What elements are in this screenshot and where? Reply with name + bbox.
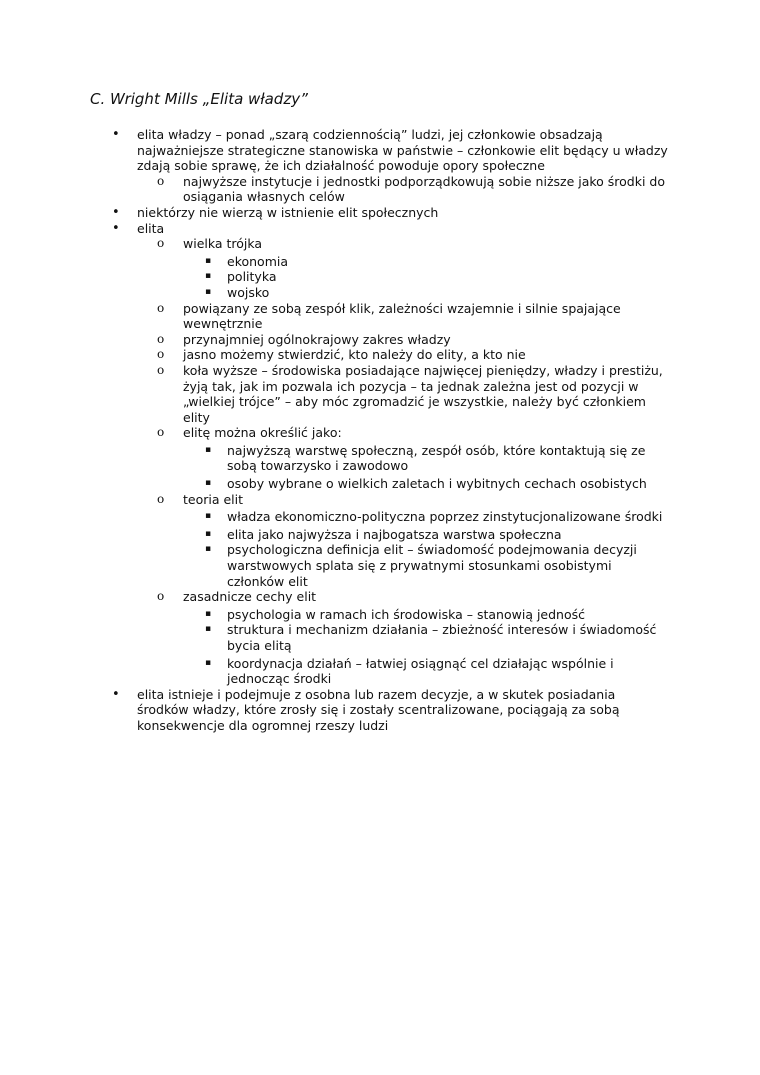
- disc-bullet-icon: •: [112, 220, 120, 236]
- square-bullet-icon: ▪: [205, 255, 212, 266]
- list-item-text: elita jako najwyższa i najbogatsza warstwa społeczna: [227, 526, 562, 542]
- circle-bullet-icon: o: [157, 173, 165, 188]
- square-bullet-icon: ▪: [205, 544, 212, 555]
- circle-bullet-icon: o: [157, 236, 165, 251]
- list-item-text: teoria elit: [183, 491, 244, 507]
- list-item: [157, 425, 670, 491]
- list-item: [203, 476, 670, 492]
- list-item: [157, 332, 670, 348]
- list-item: [203, 254, 670, 270]
- list-item-text: wielka trójka: [183, 236, 263, 252]
- square-bullet-icon: ▪: [205, 286, 212, 297]
- list-item: [110, 205, 670, 221]
- list-item-text: elitę można określić jako:: [183, 425, 342, 441]
- list-item-text: wojsko: [227, 284, 270, 300]
- sub-list: [157, 236, 670, 687]
- list-item: [157, 236, 670, 300]
- circle-bullet-icon: o: [157, 491, 165, 506]
- sub-sub-list: [203, 509, 670, 589]
- sub-sub-list: [203, 607, 670, 687]
- list-item-text: koła wyższe – środowiska posiadające najwięcej pieniędzy, władzy i prestiżu, żyją tak, jak im pozwala ich pozycja – ta jednak zależna jest od pozycji w „wielkiej trójce” – aby móc zgromadzić je wszystkie, należy być członkiem elity: [183, 362, 663, 425]
- list-item-text: władza ekonomiczno-polityczna poprzez zinstytucjonalizowane środki: [227, 509, 663, 525]
- list-item-text: najwyższą warstwę społeczną, zespół osób, które kontaktują się ze sobą towarzysko i zawodowo: [227, 442, 646, 474]
- square-bullet-icon: ▪: [205, 511, 212, 522]
- list-item: [203, 622, 670, 653]
- list-item-text: jasno możemy stwierdzić, kto należy do elity, a kto nie: [183, 347, 526, 363]
- square-bullet-icon: ▪: [205, 271, 212, 282]
- list-item: [203, 443, 670, 474]
- list-item: [203, 285, 670, 301]
- list-item: [110, 221, 670, 687]
- square-bullet-icon: ▪: [205, 657, 212, 668]
- list-item-text: psychologiczna definicja elit – świadomość podejmowania decyzji warstwowych splata się z prywatnymi stosunkami osobistymi członków elit: [227, 542, 637, 589]
- list-item: [203, 656, 670, 687]
- list-item-text: przynajmniej ogólnokrajowy zakres władzy: [183, 331, 451, 347]
- list-item: [157, 174, 670, 205]
- list-item-text: struktura i mechanizm działania – zbieżność interesów i świadomość bycia elitą: [227, 622, 657, 653]
- list-item: [203, 527, 670, 543]
- list-item-text: psychologia w ramach ich środowiska – stanowią jedność: [227, 606, 586, 622]
- circle-bullet-icon: o: [157, 331, 165, 346]
- disc-bullet-icon: •: [112, 686, 120, 702]
- list-item-text: polityka: [227, 269, 277, 285]
- list-item: [157, 347, 670, 363]
- main-bullet-list: [110, 127, 670, 734]
- circle-bullet-icon: o: [157, 589, 165, 604]
- disc-bullet-icon: •: [112, 127, 120, 142]
- list-item: [110, 127, 670, 205]
- sub-list: [157, 174, 670, 205]
- list-item-text: zasadnicze cechy elit: [183, 589, 317, 605]
- list-item: [157, 363, 670, 425]
- list-item-text: powiązany ze sobą zespół klik, zależności wzajemnie i silnie spajające wewnętrznie: [183, 300, 621, 332]
- disc-bullet-icon: •: [112, 204, 120, 220]
- list-item-text: niektórzy nie wierzą w istnienie elit społecznych: [137, 204, 439, 220]
- list-item-text: koordynacja działań – łatwiej osiągnąć cel działając wspólnie i jednocząc środki: [227, 655, 614, 687]
- list-item: [157, 492, 670, 590]
- list-item: [157, 589, 670, 687]
- list-item-text: osoby wybrane o wielkich zaletach i wybitnych cechach osobistych: [227, 476, 647, 492]
- circle-bullet-icon: o: [157, 425, 165, 440]
- square-bullet-icon: ▪: [205, 608, 212, 619]
- list-item: [203, 509, 670, 525]
- sub-sub-list: [203, 254, 670, 301]
- list-item-text: ekonomia: [227, 253, 289, 269]
- circle-bullet-icon: o: [157, 362, 165, 377]
- square-bullet-icon: ▪: [205, 444, 212, 455]
- list-item: [110, 687, 670, 734]
- square-bullet-icon: ▪: [205, 624, 212, 635]
- circle-bullet-icon: o: [157, 347, 165, 362]
- list-item-text: elita: [137, 220, 165, 236]
- list-item: [157, 301, 670, 332]
- list-item: [203, 269, 670, 285]
- document-title: C. Wright Mills „Elita władzy”: [90, 90, 308, 108]
- list-item: [203, 607, 670, 623]
- square-bullet-icon: ▪: [205, 528, 212, 539]
- list-item: [203, 542, 670, 589]
- list-item-text: elita władzy – ponad „szarą codziennością” ludzi, jej członkowie obsadzają najważniejsze strategiczne stanowiska w państwie – członkowie elit będący u władzy zdają sobie sprawę, że ich działalność powoduje opory społeczne: [137, 127, 668, 174]
- list-item-text: elita istnieje i podejmuje z osobna lub razem decyzje, a w skutek posiadania środków władzy, które zrosły się i zostały scentralizowane, pociągają za sobą konsekwencje dla ogromnej rzeszy ludzi: [137, 686, 620, 733]
- square-bullet-icon: ▪: [205, 478, 212, 489]
- sub-sub-list: [203, 443, 670, 492]
- list-item-text: najwyższe instytucje i jednostki podporządkowują sobie niższe jako środki do osiągania własnych celów: [183, 173, 666, 205]
- circle-bullet-icon: o: [157, 300, 165, 315]
